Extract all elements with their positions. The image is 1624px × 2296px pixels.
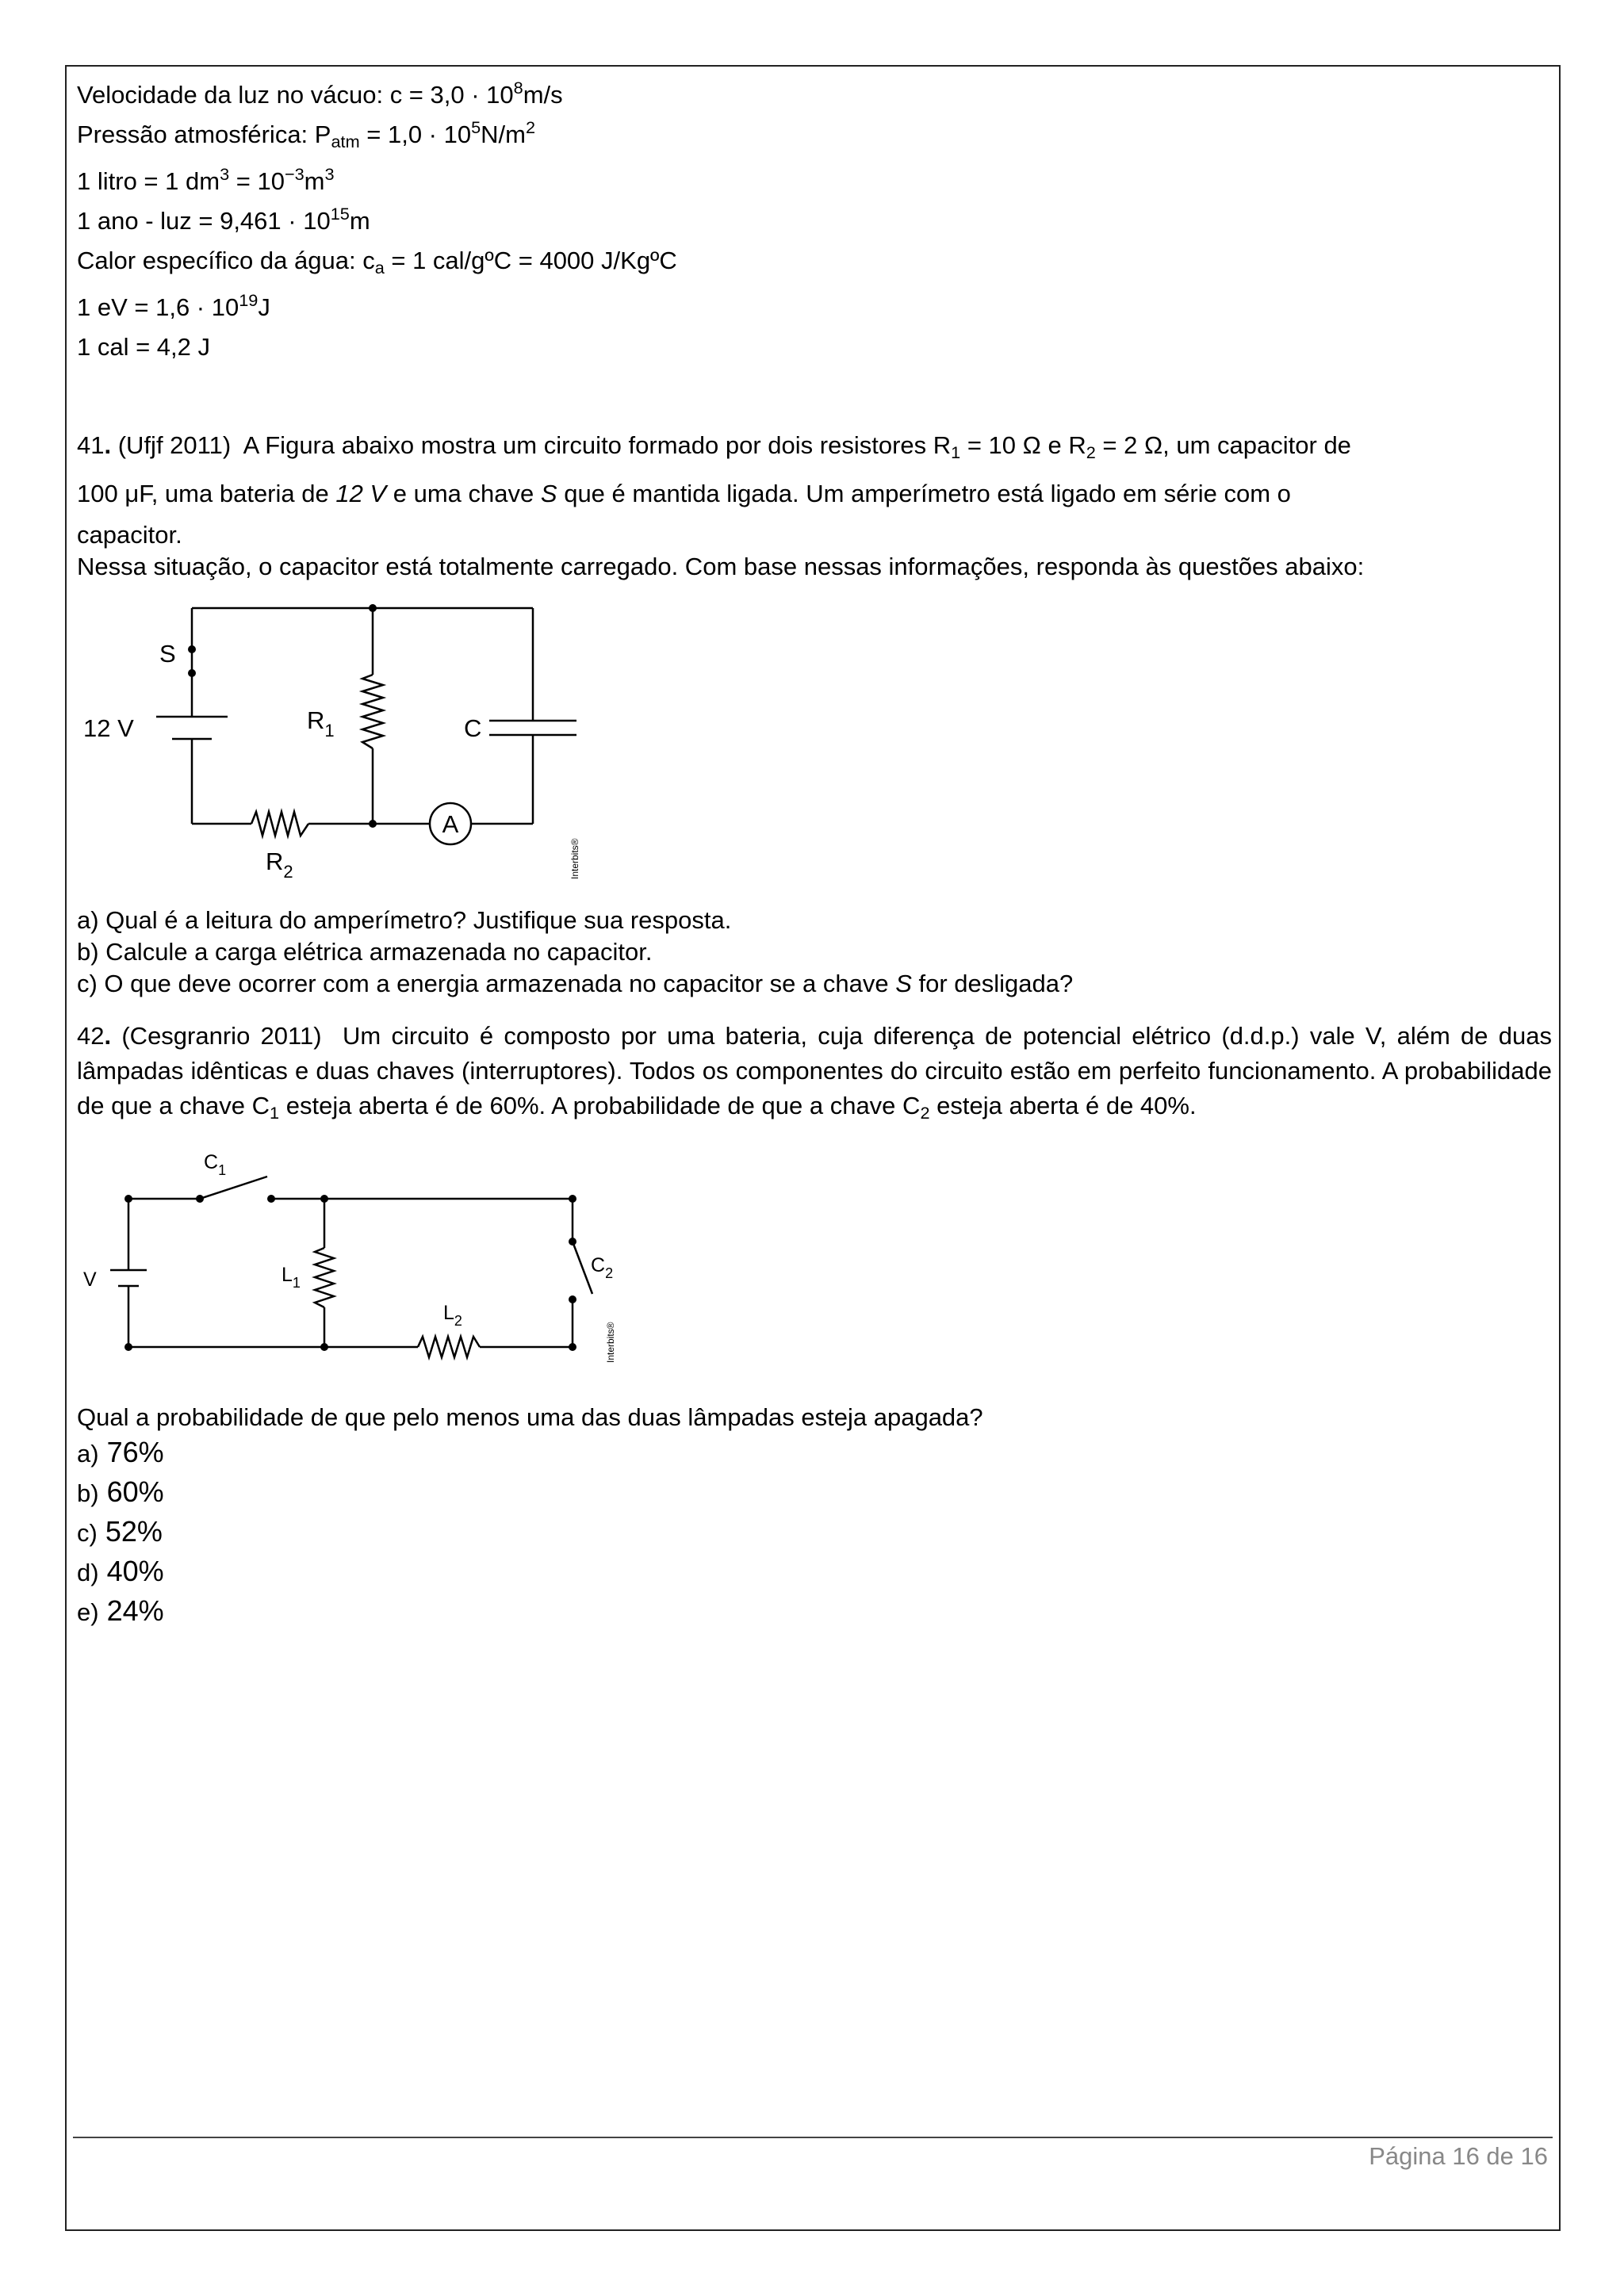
constant-liter: 1 litro = 1 $dm^3 = 10^{-3}m^3$ <box>77 164 335 195</box>
q42-switch-c1 <box>196 1177 275 1203</box>
svg-text:A: A <box>442 810 459 838</box>
q41-label-s: S <box>159 640 176 668</box>
option-c[interactable]: c) 52% <box>77 1515 163 1548</box>
q41-resistor-r1 <box>362 675 383 748</box>
question-41 <box>77 430 1552 1000</box>
q41-line-4: Nessa situação, o capacitor está totalmente carregado. Com base nessas informações, responda às questões abaixo: <box>77 553 1365 580</box>
page-content <box>77 79 1552 1632</box>
q41-circuit-diagram <box>77 586 680 895</box>
q42-options <box>77 1433 1552 1632</box>
constant-water-heat: Calor específico da água: $c_a = 1$ cal/gºC = 4000 J/KgºC <box>77 247 677 277</box>
q42-circuit-diagram <box>77 1153 648 1375</box>
option-b[interactable]: b) 60% <box>77 1475 164 1508</box>
q41-items <box>77 905 1552 1000</box>
q42-statement: 42. (Cesgranrio 2011) Um circuito é composto por uma bateria, cuja diferença de potencial elétrico (d.d.p.) vale V, além de duas lâmpadas idênticas e duas chaves (interruptores). Todos os componentes do circuito estão em perfeito funcionamento. A probabilidade de que a chave $C_1$ esteja aberta é de 60%. A probabilidade de que a chave $C_2$ esteja aberta é de 40%. <box>77 1022 1552 1123</box>
q42-label-c1: $C_1$ <box>204 1153 227 1178</box>
q42-lamp-l1 <box>315 1248 334 1307</box>
q42-credit: Interbits® <box>605 1322 616 1363</box>
q41-source: (Ufjf 2011) <box>117 431 232 459</box>
q41-item-c: c) O que deve ocorrer com a energia armazenada no capacitor se a chave S for desligada? <box>77 970 1074 997</box>
q41-credit: Interbits® <box>569 838 580 879</box>
q41-capacitor <box>489 721 576 735</box>
constant-atm-pressure: Pressão atmosférica: $P_{atm} = 1,0 \cdot 10^5N/m^2$ <box>77 117 536 151</box>
q42-question: Qual a probabilidade de que pelo menos uma das duas lâmpadas esteja apagada? <box>77 1403 983 1431</box>
q41-label-voltage: 12 V <box>83 714 134 742</box>
q41-resistor-r2 <box>251 812 308 836</box>
constants-block <box>77 79 1552 363</box>
page-number: Página 16 de 16 <box>1369 2142 1548 2170</box>
option-d[interactable]: d) 40% <box>77 1555 164 1587</box>
constant-light-speed: Velocidade da luz no vácuo: $c = 3,0 \cdot 10^8m/s$ <box>77 78 563 109</box>
footer-divider <box>73 2137 1553 2138</box>
q41-label-r2: $R_2$ <box>266 848 293 882</box>
q41-item-a: a) Qual é a leitura do amperímetro? Justifique sua resposta. <box>77 906 732 934</box>
option-e[interactable]: e) 24% <box>77 1594 164 1627</box>
q41-line-3: capacitor. <box>77 521 182 549</box>
q42-source: (Cesgranrio 2011) <box>121 1022 322 1050</box>
q42-switch-c2 <box>569 1238 592 1303</box>
option-a[interactable]: a) 76% <box>77 1436 164 1468</box>
q41-item-b: b) Calcule a carga elétrica armazenada no capacitor. <box>77 938 653 966</box>
q41-line-2: 100 μF, uma bateria de 12 V e uma chave S que é mantida ligada. Um amperímetro está ligado em série com o <box>77 480 1291 507</box>
q41-label-c: C <box>464 714 482 742</box>
q42-lamp-l2 <box>418 1337 480 1357</box>
q41-number: 41. <box>77 431 112 459</box>
question-42 <box>77 1019 1552 1632</box>
q41-ammeter <box>430 803 471 844</box>
q42-label-l1: $L_1$ <box>282 1264 301 1291</box>
q41-label-r1: $R_1$ <box>307 706 335 740</box>
q42-label-c2: $C_2$ <box>591 1254 614 1281</box>
q42-number: 42. <box>77 1022 112 1050</box>
constant-light-year: 1 ano - luz = $9,461 \cdot 10^{15}m$ <box>77 204 370 235</box>
q42-battery <box>110 1270 147 1286</box>
constant-cal: 1 cal = 4,2 J <box>77 333 211 361</box>
q42-label-v: V <box>83 1269 97 1291</box>
q41-line-1: 41. (Ufjf 2011) A Figura abaixo mostra um circuito formado por dois resistores $R_1 = 10$ Ω e $R_2 = 2$ Ω, um capacitor de <box>77 431 1351 462</box>
q41-battery <box>156 717 228 739</box>
constant-ev: 1 eV = $1,6 \cdot 10^{19}J$ <box>77 290 270 321</box>
q42-label-l2: $L_2$ <box>443 1302 462 1329</box>
q41-switch-s <box>188 645 196 677</box>
